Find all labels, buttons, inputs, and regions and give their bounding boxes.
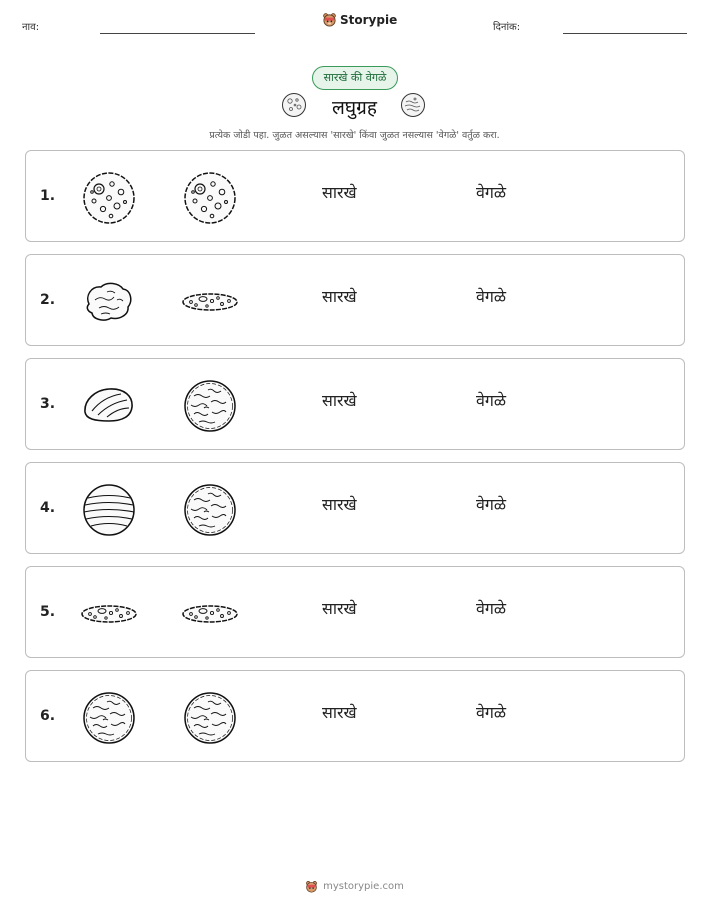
different-option[interactable]: वेगळे — [476, 599, 507, 618]
textured-round-asteroid-icon — [81, 690, 137, 746]
bear-mascot-icon — [305, 880, 318, 893]
worksheet-type-badge: सारखे की वेगळे — [312, 66, 398, 90]
different-option[interactable]: वेगळे — [476, 391, 507, 410]
question-number: 6. — [40, 708, 56, 724]
flat-cratered-asteroid-icon — [81, 586, 137, 642]
same-option[interactable]: सारखे — [322, 703, 357, 722]
different-option[interactable]: वेगळे — [476, 495, 507, 514]
different-option[interactable]: वेगळे — [476, 703, 507, 722]
same-option[interactable]: सारखे — [322, 183, 357, 202]
question-number: 3. — [40, 396, 56, 412]
question-row — [25, 462, 685, 554]
question-number: 1. — [40, 188, 56, 204]
date-line[interactable] — [563, 33, 687, 34]
asteroid-decoration-icon — [400, 92, 426, 118]
name-line[interactable] — [100, 33, 255, 34]
worksheet-title: लघुग्रह — [332, 97, 377, 119]
storypie-logo — [322, 12, 397, 27]
same-option[interactable]: सारखे — [322, 391, 357, 410]
textured-round-asteroid-icon — [182, 378, 238, 434]
textured-round-asteroid-icon — [182, 690, 238, 746]
same-option[interactable]: सारखे — [322, 287, 357, 306]
different-option[interactable]: वेगळे — [476, 287, 507, 306]
question-number: 4. — [40, 500, 56, 516]
question-row — [25, 358, 685, 450]
question-number: 2. — [40, 292, 56, 308]
same-option[interactable]: सारखे — [322, 495, 357, 514]
cratered-asteroid-icon — [81, 170, 137, 226]
instructions-text: प्रत्येक जोडी पहा. जुळत असल्यास 'सारखे' किंवा जुळत नसल्यास 'वेगळे' वर्तुळ करा. — [209, 130, 500, 141]
question-row — [25, 254, 685, 346]
question-row — [25, 150, 685, 242]
brand-name: Storypie — [340, 12, 398, 27]
bear-mascot-icon — [322, 12, 337, 27]
textured-round-asteroid-icon — [182, 482, 238, 538]
question-row — [25, 566, 685, 658]
name-label: नाव: — [22, 22, 40, 33]
cratered-asteroid-icon — [182, 170, 238, 226]
flat-cratered-asteroid-icon — [182, 274, 238, 330]
question-number: 5. — [40, 604, 56, 620]
footer-site-link[interactable]: mystorypie.com — [323, 881, 404, 892]
date-label: दिनांक: — [493, 22, 521, 33]
lumpy-asteroid-icon — [81, 274, 137, 330]
different-option[interactable]: वेगळे — [476, 183, 507, 202]
footer — [0, 880, 709, 893]
striped-rock-icon — [81, 378, 137, 434]
question-row — [25, 670, 685, 762]
banded-asteroid-icon — [81, 482, 137, 538]
flat-cratered-asteroid-icon — [182, 586, 238, 642]
same-option[interactable]: सारखे — [322, 599, 357, 618]
